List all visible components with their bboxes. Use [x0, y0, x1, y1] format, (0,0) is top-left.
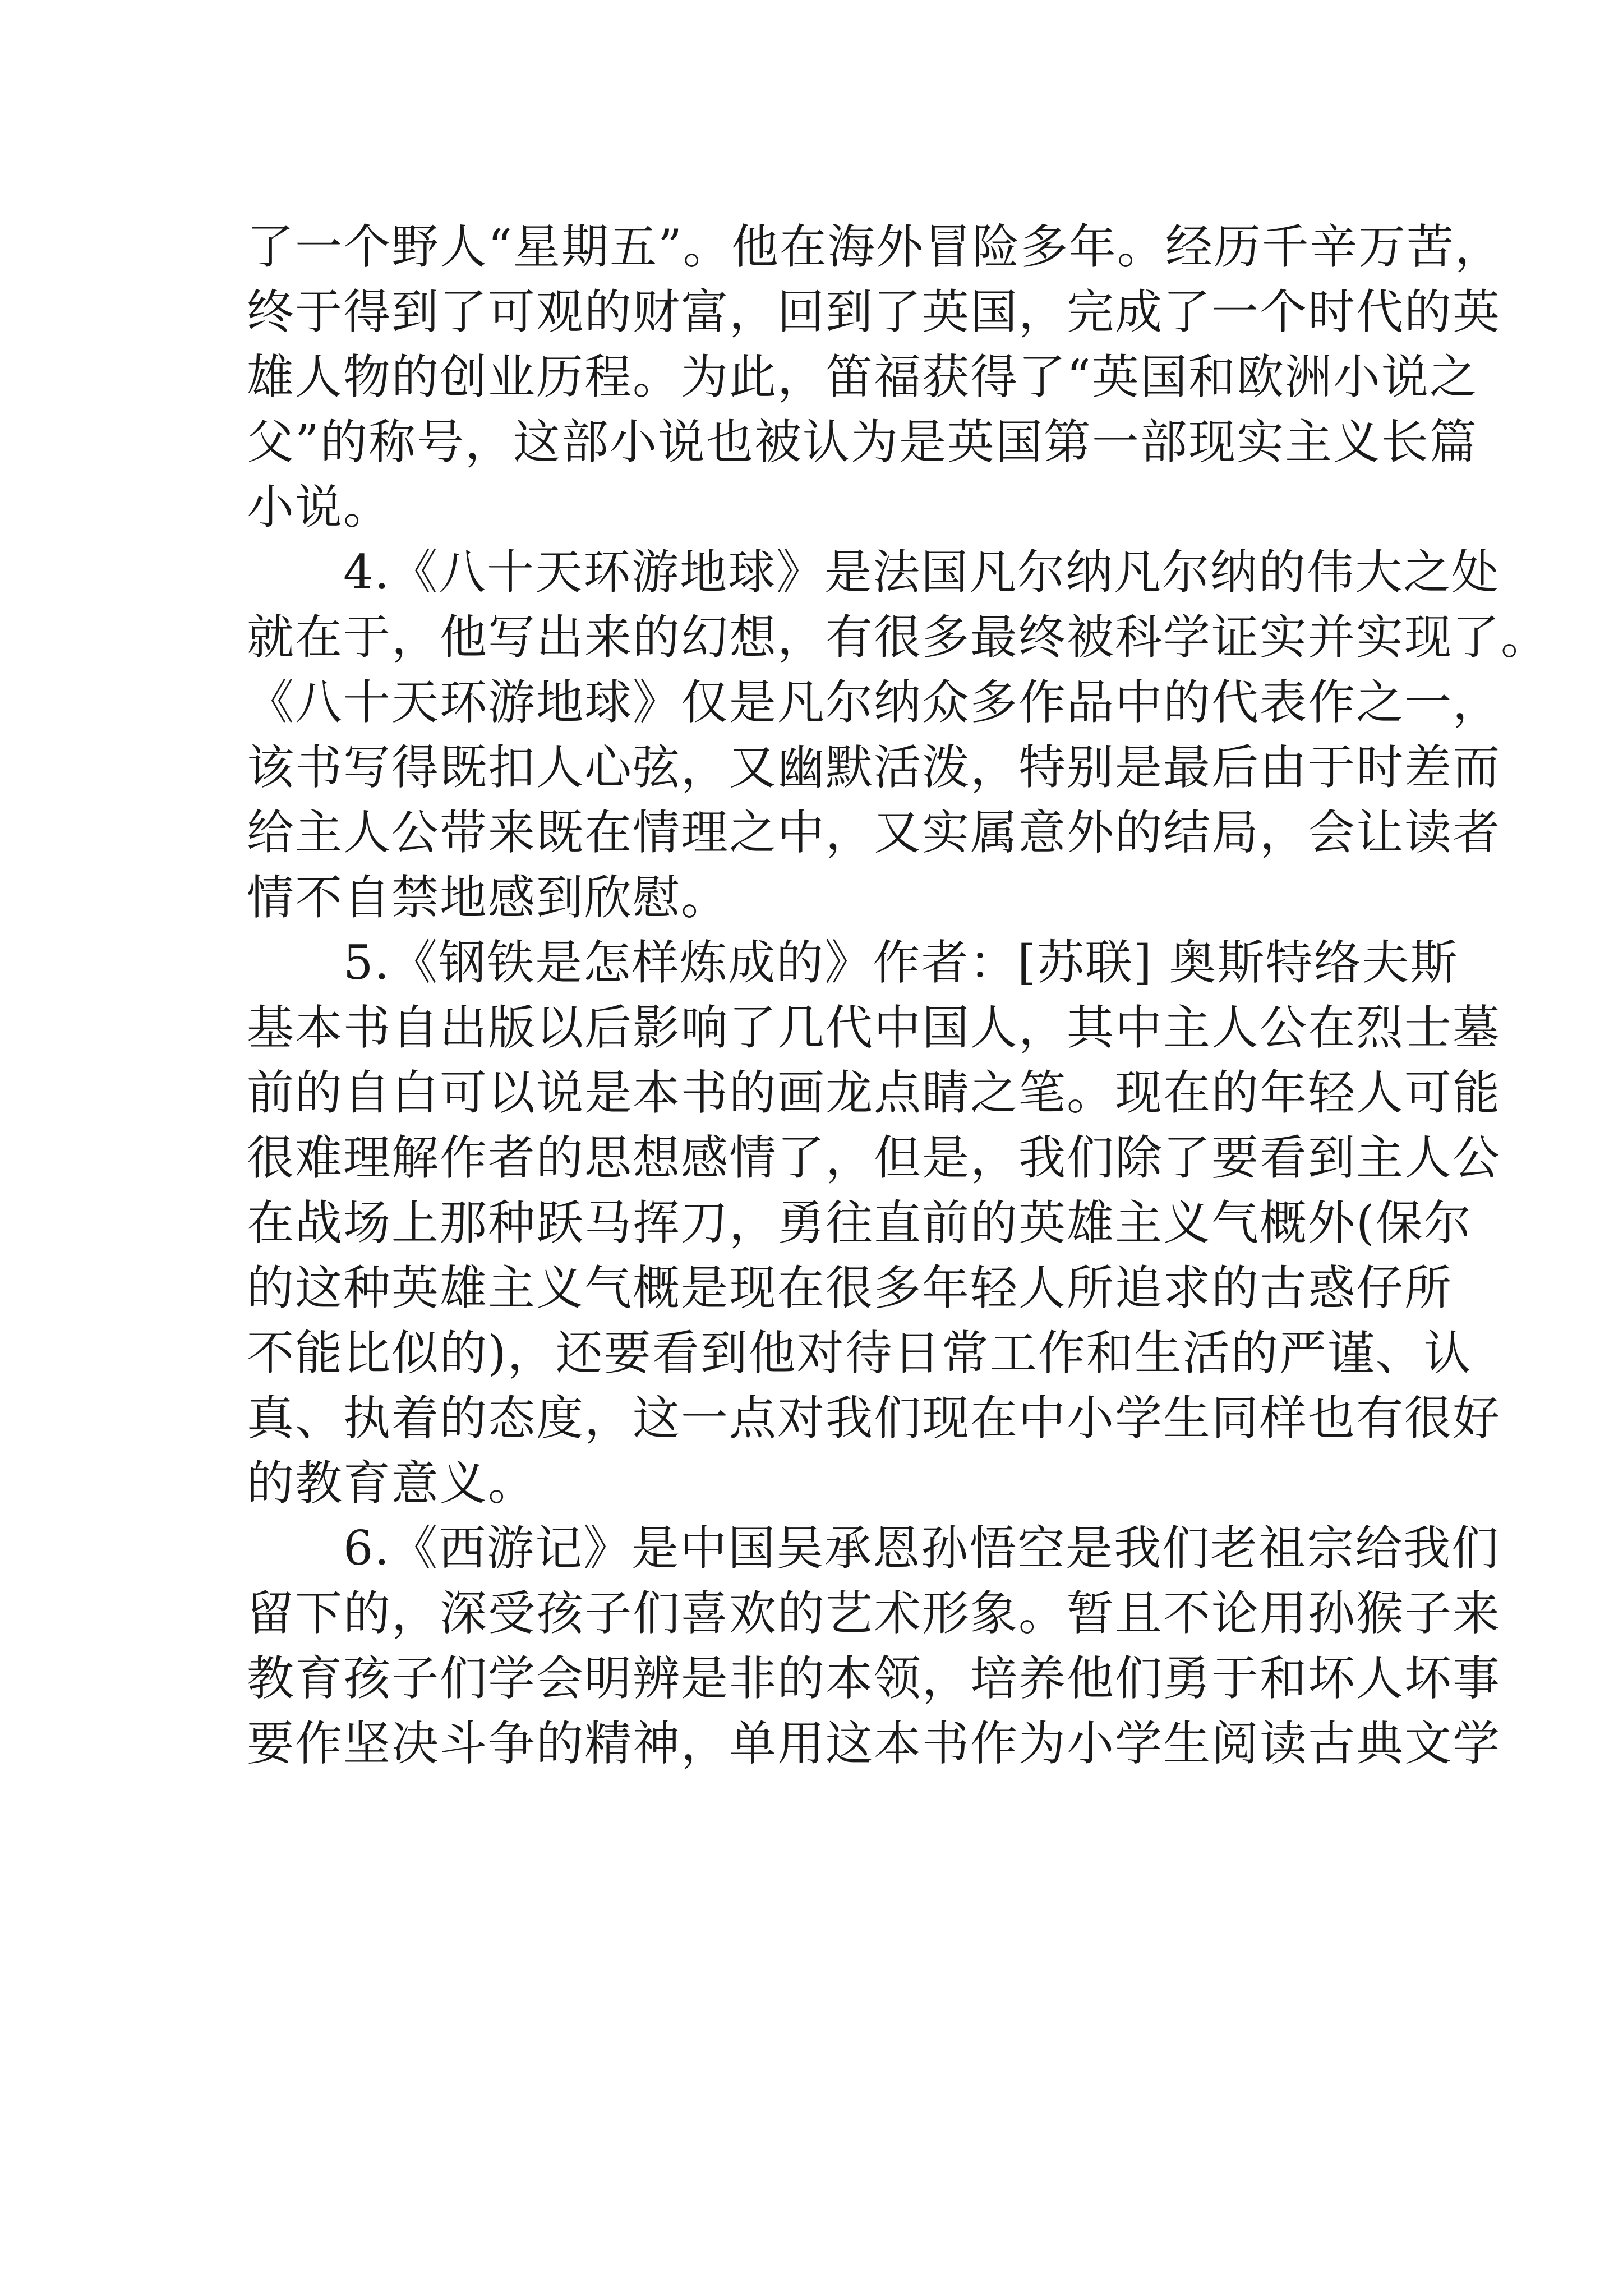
text-line: 5.《钢铁是怎样炼成的》作者：[苏联] 奥斯特络夫斯	[343, 935, 1459, 990]
text-line: 不能比似的)，还要看到他对待日常工作和生活的严谨、认	[247, 1326, 1472, 1381]
text-line: 的这种英雄主义气概是现在很多年轻人所追求的古惑仔所	[247, 1260, 1453, 1315]
text-line: 6.《西游记》是中国吴承恩孙悟空是我们老祖宗给我们	[343, 1521, 1500, 1576]
text-line: 在战场上那种跃马挥刀，勇往直前的英雄主义气概外(保尔	[247, 1195, 1472, 1250]
text-line: 父”的称号，这部小说也被认为是英国第一部现实主义长篇	[247, 415, 1478, 470]
text-line: 情不自禁地感到欣慰。	[247, 870, 730, 925]
text-line: 雄人物的创业历程。为此，笛福获得了“英国和欧洲小说之	[247, 349, 1478, 404]
text-line: 4.《八十天环游地球》是法国凡尔纳凡尔纳的伟大之处	[343, 545, 1500, 600]
paragraph-item-6	[247, 1516, 1501, 1776]
document-body	[247, 214, 1550, 1776]
text-line: 了一个野人“星期五”。他在海外冒险多年。经历千辛万苦，	[247, 219, 1503, 274]
text-line: 给主人公带来既在情理之中，又实属意外的结局，会让读者	[247, 805, 1501, 860]
text-line: 的教育意义。	[247, 1456, 537, 1511]
text-line: 终于得到了可观的财富，回到了英国，完成了一个时代的英	[247, 284, 1501, 339]
text-line: 教育孩子们学会明辨是非的本领，培养他们勇于和坏人坏事	[247, 1651, 1501, 1706]
paragraph-item-5	[247, 930, 1501, 1516]
paragraph-item-4	[247, 540, 1550, 930]
text-line: 真、执着的态度，这一点对我们现在中小学生同样也有很好	[247, 1391, 1501, 1446]
text-line: 小说。	[247, 480, 392, 535]
text-line: 前的自白可以说是本书的画龙点睛之笔。现在的年轻人可能	[247, 1065, 1501, 1120]
text-line: 要作坚决斗争的精神，单用这本书作为小学生阅读古典文学	[247, 1716, 1501, 1771]
text-line: 就在于，他写出来的幻想，有很多最终被科学证实并实现了。	[247, 610, 1550, 665]
paragraph-robinson-crusoe-continued	[247, 214, 1503, 540]
text-line: 很难理解作者的思想感情了，但是，我们除了要看到主人公	[247, 1130, 1501, 1185]
text-line: 该书写得既扣人心弦，又幽默活泼，特别是最后由于时差而	[247, 740, 1501, 795]
text-line: 《八十天环游地球》仅是凡尔纳众多作品中的代表作之一，	[247, 675, 1501, 730]
text-line: 基本书自出版以后影响了几代中国人，其中主人公在烈士墓	[247, 1000, 1501, 1055]
text-line: 留下的，深受孩子们喜欢的艺术形象。暂且不论用孙猴子来	[247, 1586, 1501, 1641]
